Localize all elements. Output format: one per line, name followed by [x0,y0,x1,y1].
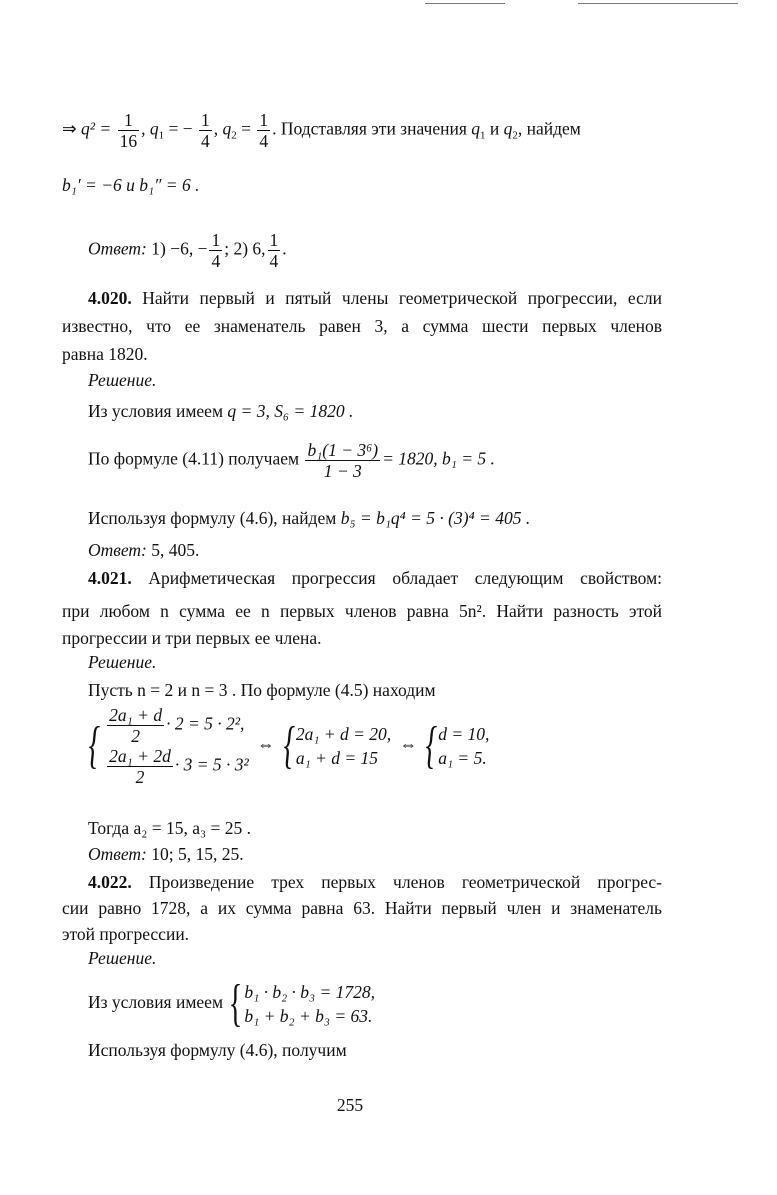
answer-line: Ответ: 10; 5, 15, 25. [88,844,244,864]
problem-4022-line3: этой прогрессии. [62,924,190,944]
problem-4021-line3: прогрессии и три первых ее члена. [62,628,322,648]
condition-line: Из условия имеем q = 3, S₆ = 1820 . [88,401,354,421]
problem-4022-line1: 4.022. Произведение трех первых членов геометрической прогрес- [88,872,663,892]
equation-b1-values: b₁′ = −6 и b₁″ = 6 . [62,175,200,195]
formula-4-11-line: По формуле (4.11) получаем $\frac{\text{b₁(1 − 3⁶)}}{1 - 3}$ = 1820, b₁ = 5 . [88,440,495,481]
equation-system: { $\frac{\text{2a₁ + d}}{2}$ · 2 = 5 · 2², $\frac{\text{2a₁ + 2d}}{2}$ · 3 = 5 · 3² ⇔ { 2a₁ + d = 20, a₁ + d = 15 ⇔ { d = 10, a₁ = 5. [88,705,490,787]
formula-4-6-line: Используя формулу (4.6), получим [88,1040,347,1060]
then-line: Тогда a₂ = 15, a₃ = 25 . [88,818,251,838]
page-number: 255 [336,1095,364,1115]
scan-edge-line [578,3,738,4]
solution-heading: Решение. [88,948,157,968]
scan-edge-line [425,3,505,4]
problem-4021-line1: 4.021. Арифметическая прогрессия обладает следующим свойством: [88,568,663,588]
equation-line-q-values: ⇒ q² = $\frac{1}{16}$ , $q_1$ = − $\frac{1}{4}$ , $q_2$ = $\frac{1}{4}$ . Подставляя эти значения $q_1$ и $q_2$, найдем [62,110,581,151]
solution-heading: Решение. [88,370,157,390]
problem-4020-line3: равна 1820. [62,344,148,364]
solution-heading: Решение. [88,652,157,672]
problem-4020-line2: известно, что ее знаменатель равен 3, а сумма шести первых членов [62,316,662,336]
formula-4-6-line: Используя формулу (4.6), найдем b₅ = b₁q⁴ = 5 · (3)⁴ = 405 . [88,508,531,528]
answer-line: Ответ: 1) −6, − $\frac{1}{4}$ ; 2) 6, $\frac{1}{4}$ . [88,230,287,271]
let-line: Пусть n = 2 и n = 3 . По формуле (4.5) находим [88,680,436,700]
problem-4022-line2: сии равно 1728, а их сумма равна 63. Найти первый член и знаменатель [62,898,662,918]
problem-4021-line2: при любом n сумма ее n первых членов равна 5n². Найти разность этой [62,601,662,621]
answer-line: Ответ: 5, 405. [88,540,200,560]
problem-4020-line1: 4.020. Найти первый и пятый члены геометрической прогрессии, если [88,288,663,308]
condition-system: Из условия имеем { b₁ · b₂ · b₃ = 1728, b₁ + b₂ + b₃ = 63. [88,975,376,1032]
